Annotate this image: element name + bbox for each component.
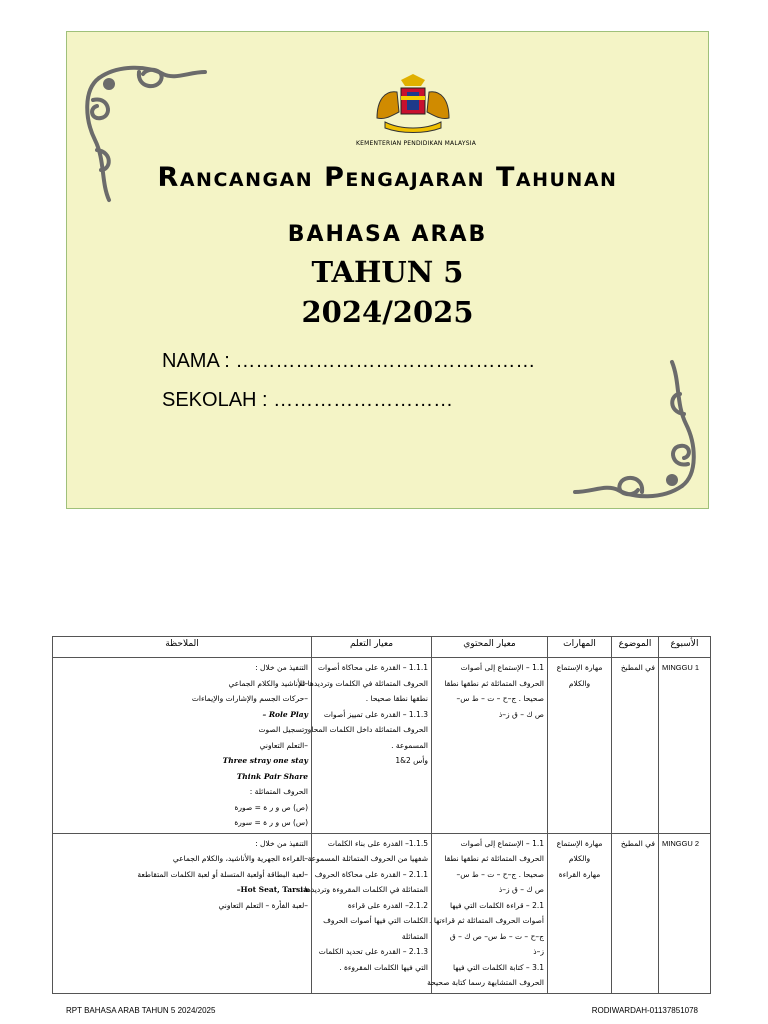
cell-line: Think Pair Share [236, 771, 308, 781]
cell-line: –تسجيل الصوت [258, 725, 308, 734]
topic-cell: في المطبخ [612, 658, 659, 834]
header-learning-standard: معيار التعلم [312, 637, 432, 658]
session-year: 2024/2025 [301, 295, 474, 329]
cell-line: مهارة القراءة [558, 869, 601, 879]
cell-line: 1.1.1 – القدرة على محاكاة أصوات [317, 663, 428, 672]
footer-right: RODIWARDAH-01137851078 [591, 1006, 698, 1015]
cell-line: 2.1.1 – القدرة على محاكاة الحروف [314, 869, 428, 879]
cell-line: 2.1.3 – القدرة على تحديد الكلمات [318, 947, 428, 956]
cell-line: Three stray one stay [222, 756, 308, 765]
cell-line: الحروف المتماثلة داخل الكلمات المحاور [304, 725, 428, 734]
cell-line: الحروف المتماثلة ثم نطقها نطقا [444, 678, 544, 688]
skills-cell [548, 658, 612, 834]
notes-cell [53, 833, 312, 993]
cell-line: الحروف المتماثلة في الكلمات وترديدها ثم [298, 678, 428, 688]
cell-line: (س) س و ر ة = سورة [234, 818, 308, 827]
cell-line: المتماثلة [401, 931, 428, 941]
school-field: SEKOLAH : ……………………… [162, 389, 454, 411]
cell-line: وأس 2&1 [395, 756, 428, 765]
cell-line: المتماثلة في الكلمات المقروءة وترديدها . [299, 885, 428, 894]
cell-line: Hot Seat, Tarsia– [236, 885, 308, 894]
malaysia-coat-of-arms-logo [371, 72, 455, 134]
cell-line: 2.1 – قراءة الكلمات التي فيها [449, 900, 544, 910]
year-label: TAHUN 5 [311, 255, 464, 289]
table-row [53, 658, 711, 834]
cell-line: –التعلم التعاوني [259, 740, 308, 750]
cell-line: والكلام [568, 678, 591, 688]
subject-title: BAHASA ARAB [287, 222, 488, 247]
cell-line: الحروف المتشابهة رسما كتابة صحيحة [427, 978, 544, 987]
cell-line: 1.1.5– القدرة على بناء الكلمات [327, 838, 428, 848]
cell-line: والكلام [568, 854, 591, 863]
skills-cell [548, 833, 612, 993]
learning-standard-cell [298, 658, 432, 834]
header-topic: الموضوع [612, 637, 659, 658]
ministry-label: KEMENTERIAN PENDIDIKAN MALAYSIA [355, 140, 477, 147]
learning-standard-cell [299, 833, 432, 993]
cell-line: (ص) ص و ر ة = صورة [234, 802, 308, 812]
week-cell: MINGGU 1 [659, 658, 711, 834]
document-title: Rancangan Pengajaran Tahunan [157, 162, 618, 193]
cell-line: صحيحا . ج–ح – ت – ط س– [456, 694, 544, 703]
cell-line: مهارة الإستماع [556, 663, 603, 672]
cell-line: الكلمات التي فيها أصوات الحروف [323, 916, 428, 925]
cell-line: ص ك – ق ز–ذ [498, 709, 544, 719]
cell-line: Role Play – [262, 709, 308, 719]
cell-line: –الأناشيد والكلام الجماعي [228, 678, 308, 688]
cell-line: التنفيذ من خلال : [255, 838, 308, 848]
header-skills: المهارات [548, 637, 612, 658]
cover-panel [66, 31, 709, 509]
table-header-row [53, 637, 711, 658]
cell-line: صحيحا . ج–ح – ت – ط س– [456, 869, 544, 879]
cell-line: شفهيا من الحروف المتماثلة المسموعة . [302, 854, 428, 863]
cell-line: 1.1.3 – القدرة على تمييز أصوات [323, 709, 428, 719]
notes-cell [53, 658, 312, 834]
content-standard-cell [427, 833, 548, 993]
cell-line: –حركات الجسم والإشارات والإيماءات [191, 694, 308, 703]
name-field: NAMA : ……………………………………… [162, 350, 536, 372]
content-standard-cell [432, 658, 548, 834]
cell-line: 1.1 – الإستماع إلى أصوات [460, 663, 544, 672]
cell-line: 3.1 – كتابة الكلمات التي فيها [453, 962, 544, 972]
header-content-standard: معيار المحتوي [432, 637, 548, 658]
cell-line: المسموعة . [391, 740, 428, 750]
header-notes: الملاحظة [53, 637, 312, 658]
cell-line: ج–ح – ت – ط س– ص ك – ق [449, 931, 544, 941]
lesson-plan-table [52, 636, 711, 994]
cell-line: نطقها نطقا صحيحا . [365, 694, 428, 703]
cell-line: أصوات الحروف المتماثلة ثم قراءتها . [429, 916, 544, 925]
topic-cell: في المطبخ [612, 833, 659, 993]
cell-line: –لعبة الفأرة – التعلم التعاوني [218, 900, 308, 910]
cell-line: ز–ذ [533, 947, 544, 956]
cell-line: –القراءة الجهرية والأناشيد، والكلام الجماعي [172, 854, 308, 863]
footer-left: RPT BAHASA ARAB TAHUN 5 2024/2025 [66, 1006, 216, 1015]
table-row [53, 833, 711, 993]
header-week: الأسبوع [659, 637, 711, 658]
cell-line: 2.1.2– القدرة على قراءة [347, 900, 428, 910]
cell-line: الحروف المتماثلة ثم نطقها نطقا [444, 854, 544, 863]
cell-line: الحروف المتماثلة : [249, 787, 308, 796]
cell-line: مهارة الإستماع [556, 838, 603, 848]
cell-line: ص ك – ق ز–ذ [498, 885, 544, 894]
week-cell: MINGGU 2 [659, 833, 711, 993]
cell-line: التي فيها الكلمات المقروءة . [339, 962, 428, 972]
cell-line: 1.1 – الإستماع إلى أصوات [460, 838, 544, 848]
cell-line: التنفيذ من خلال : [255, 663, 308, 672]
corner-ornament-bottom-right [567, 354, 702, 504]
cell-line: –لعبة البطاقة أولعبة المتسلة أو لعبة الكلمات المتقاطعة [137, 869, 308, 879]
